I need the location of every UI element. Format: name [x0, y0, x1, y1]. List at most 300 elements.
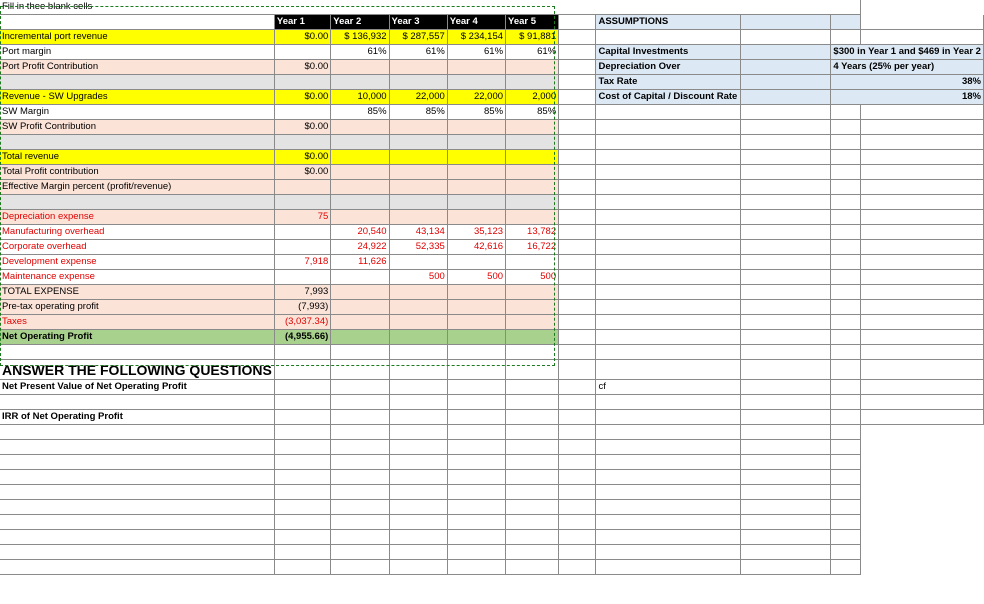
cell[interactable]: [596, 240, 740, 255]
value-cell[interactable]: [274, 240, 330, 255]
cell[interactable]: [861, 120, 984, 135]
cell[interactable]: [740, 120, 831, 135]
cell[interactable]: [740, 455, 831, 470]
cell[interactable]: [0, 395, 274, 410]
cell[interactable]: [331, 545, 389, 560]
cell[interactable]: [831, 135, 861, 150]
value-cell[interactable]: 75: [274, 210, 330, 225]
cell[interactable]: [559, 120, 596, 135]
sheet-title[interactable]: Fill in thee blank cells: [0, 0, 861, 15]
value-cell[interactable]: [447, 165, 505, 180]
cell[interactable]: [274, 395, 330, 410]
cell[interactable]: [331, 75, 389, 90]
cell[interactable]: [447, 360, 505, 380]
cell[interactable]: [559, 300, 596, 315]
cell[interactable]: [596, 300, 740, 315]
value-cell[interactable]: 35,123: [447, 225, 505, 240]
cell[interactable]: [861, 240, 984, 255]
cell[interactable]: [331, 135, 389, 150]
cell[interactable]: [596, 470, 740, 485]
cell[interactable]: [831, 330, 861, 345]
row-label[interactable]: Maintenance expense: [0, 270, 274, 285]
irr-question[interactable]: IRR of Net Operating Profit: [0, 410, 274, 425]
value-cell[interactable]: [389, 120, 447, 135]
cell[interactable]: [831, 180, 861, 195]
questions-heading[interactable]: ANSWER THE FOLLOWING QUESTIONS: [0, 360, 274, 380]
cell[interactable]: [596, 270, 740, 285]
cell[interactable]: [740, 425, 831, 440]
cell[interactable]: [506, 515, 559, 530]
cell[interactable]: [447, 395, 505, 410]
cell[interactable]: [447, 455, 505, 470]
value-cell[interactable]: 7,993: [274, 285, 330, 300]
value-cell[interactable]: [447, 150, 505, 165]
cell[interactable]: [331, 470, 389, 485]
cell[interactable]: [559, 345, 596, 360]
cell[interactable]: [559, 410, 596, 425]
cell[interactable]: [596, 425, 740, 440]
cell[interactable]: [389, 455, 447, 470]
value-cell[interactable]: 11,626: [331, 255, 389, 270]
cell[interactable]: [559, 485, 596, 500]
cell[interactable]: [0, 15, 274, 30]
cell[interactable]: [596, 485, 740, 500]
value-cell[interactable]: $ 234,154: [447, 30, 505, 45]
cell[interactable]: [740, 485, 831, 500]
cell[interactable]: [559, 150, 596, 165]
cell[interactable]: [506, 440, 559, 455]
value-cell[interactable]: [447, 255, 505, 270]
cell[interactable]: [389, 380, 447, 395]
cell[interactable]: [861, 105, 984, 120]
cell[interactable]: [596, 225, 740, 240]
cell[interactable]: [274, 380, 330, 395]
cell[interactable]: [740, 345, 831, 360]
cell[interactable]: [506, 470, 559, 485]
value-cell[interactable]: (3,037.34): [274, 315, 330, 330]
cell[interactable]: [447, 545, 505, 560]
year-header[interactable]: Year 2: [331, 15, 389, 30]
cell[interactable]: [831, 440, 861, 455]
cell[interactable]: [831, 165, 861, 180]
cell[interactable]: [831, 150, 861, 165]
cell[interactable]: [274, 135, 330, 150]
cell[interactable]: [389, 440, 447, 455]
cell[interactable]: [506, 345, 559, 360]
value-cell[interactable]: [447, 315, 505, 330]
cell[interactable]: [831, 545, 861, 560]
cell[interactable]: [559, 210, 596, 225]
value-cell[interactable]: [331, 270, 389, 285]
cell[interactable]: [447, 440, 505, 455]
cell[interactable]: [331, 515, 389, 530]
cell[interactable]: [831, 470, 861, 485]
value-cell[interactable]: 85%: [389, 105, 447, 120]
cell[interactable]: [740, 410, 831, 425]
cell[interactable]: [596, 210, 740, 225]
cell[interactable]: [331, 440, 389, 455]
cell[interactable]: [389, 360, 447, 380]
value-cell[interactable]: [447, 120, 505, 135]
cell[interactable]: [389, 75, 447, 90]
row-label[interactable]: Manufacturing overhead: [0, 225, 274, 240]
cell[interactable]: [596, 455, 740, 470]
value-cell[interactable]: [447, 330, 505, 345]
cell[interactable]: [447, 410, 505, 425]
value-cell[interactable]: 42,616: [447, 240, 505, 255]
row-label[interactable]: Depreciation expense: [0, 210, 274, 225]
cell[interactable]: [389, 470, 447, 485]
cell[interactable]: [831, 120, 861, 135]
cell[interactable]: [831, 360, 861, 380]
cell[interactable]: [274, 410, 330, 425]
cell[interactable]: [447, 530, 505, 545]
cell[interactable]: [447, 380, 505, 395]
cell[interactable]: [740, 210, 831, 225]
year-header[interactable]: Year 4: [447, 15, 505, 30]
cell[interactable]: [596, 105, 740, 120]
value-cell[interactable]: $0.00: [274, 90, 330, 105]
assumption-value[interactable]: 4 Years (25% per year): [831, 60, 984, 75]
row-label[interactable]: Revenue - SW Upgrades: [0, 90, 274, 105]
cell[interactable]: [559, 255, 596, 270]
value-cell[interactable]: [389, 150, 447, 165]
value-cell[interactable]: 20,540: [331, 225, 389, 240]
cell[interactable]: [559, 180, 596, 195]
value-cell[interactable]: (7,993): [274, 300, 330, 315]
cell[interactable]: [740, 545, 831, 560]
cell[interactable]: [831, 30, 861, 45]
value-cell[interactable]: [331, 210, 389, 225]
value-cell[interactable]: [447, 180, 505, 195]
cell[interactable]: [596, 180, 740, 195]
cell[interactable]: [559, 380, 596, 395]
cell[interactable]: [861, 15, 984, 30]
assumption-value[interactable]: $300 in Year 1 and $469 in Year 2: [831, 45, 984, 60]
value-cell[interactable]: [506, 255, 559, 270]
assumptions-title[interactable]: ASSUMPTIONS: [596, 15, 740, 30]
value-cell[interactable]: [331, 120, 389, 135]
value-cell[interactable]: 43,134: [389, 225, 447, 240]
cell[interactable]: [389, 485, 447, 500]
value-cell[interactable]: [506, 285, 559, 300]
value-cell[interactable]: $0.00: [274, 150, 330, 165]
cell[interactable]: [506, 425, 559, 440]
row-label[interactable]: Pre-tax operating profit: [0, 300, 274, 315]
cell[interactable]: [596, 255, 740, 270]
cell[interactable]: [740, 395, 831, 410]
value-cell[interactable]: (4,955.66): [274, 330, 330, 345]
cell[interactable]: [861, 150, 984, 165]
value-cell[interactable]: [389, 165, 447, 180]
cell[interactable]: [740, 240, 831, 255]
cell[interactable]: [331, 455, 389, 470]
cell[interactable]: [740, 270, 831, 285]
row-label[interactable]: Total revenue: [0, 150, 274, 165]
cell[interactable]: [861, 360, 984, 380]
value-cell[interactable]: $0.00: [274, 165, 330, 180]
cell[interactable]: [740, 530, 831, 545]
value-cell[interactable]: [274, 105, 330, 120]
cell[interactable]: [274, 195, 330, 210]
cell[interactable]: [740, 195, 831, 210]
cell[interactable]: [559, 90, 596, 105]
cell[interactable]: [596, 530, 740, 545]
cell[interactable]: [559, 30, 596, 45]
cell[interactable]: [331, 360, 389, 380]
assumption-value[interactable]: 38%: [831, 75, 984, 90]
cell[interactable]: [274, 500, 330, 515]
value-cell[interactable]: [331, 165, 389, 180]
row-label[interactable]: Taxes: [0, 315, 274, 330]
cell[interactable]: [740, 255, 831, 270]
cell[interactable]: [831, 485, 861, 500]
cell[interactable]: [740, 560, 831, 575]
cell[interactable]: [506, 530, 559, 545]
cell[interactable]: [559, 225, 596, 240]
cell[interactable]: [447, 75, 505, 90]
cell[interactable]: [596, 500, 740, 515]
cell[interactable]: [0, 75, 274, 90]
cell[interactable]: [740, 90, 831, 105]
value-cell[interactable]: 7,918: [274, 255, 330, 270]
cell[interactable]: [596, 135, 740, 150]
cell[interactable]: [740, 150, 831, 165]
value-cell[interactable]: [389, 330, 447, 345]
value-cell[interactable]: [506, 150, 559, 165]
cell[interactable]: [331, 380, 389, 395]
value-cell[interactable]: 22,000: [389, 90, 447, 105]
cell[interactable]: [861, 165, 984, 180]
cell[interactable]: [331, 195, 389, 210]
cell[interactable]: [506, 135, 559, 150]
row-label[interactable]: SW Margin: [0, 105, 274, 120]
value-cell[interactable]: $ 287,557: [389, 30, 447, 45]
value-cell[interactable]: 61%: [447, 45, 505, 60]
cell[interactable]: [506, 545, 559, 560]
cell[interactable]: [831, 300, 861, 315]
cell[interactable]: [331, 425, 389, 440]
cell[interactable]: [331, 530, 389, 545]
cell[interactable]: [831, 395, 861, 410]
cell[interactable]: [274, 515, 330, 530]
cell[interactable]: [596, 120, 740, 135]
value-cell[interactable]: [331, 315, 389, 330]
value-cell[interactable]: [506, 60, 559, 75]
cell[interactable]: [861, 225, 984, 240]
cell[interactable]: [831, 315, 861, 330]
value-cell[interactable]: [447, 210, 505, 225]
cell[interactable]: [740, 515, 831, 530]
cell[interactable]: [596, 330, 740, 345]
assumption-label[interactable]: Cost of Capital / Discount Rate: [596, 90, 740, 105]
cell[interactable]: [596, 560, 740, 575]
cell[interactable]: [831, 530, 861, 545]
cell[interactable]: [274, 560, 330, 575]
cell[interactable]: [447, 515, 505, 530]
cell[interactable]: [559, 530, 596, 545]
cell[interactable]: [559, 105, 596, 120]
cell[interactable]: [274, 530, 330, 545]
cell[interactable]: [596, 315, 740, 330]
row-label[interactable]: Total Profit contribution: [0, 165, 274, 180]
cell[interactable]: [740, 180, 831, 195]
value-cell[interactable]: [447, 285, 505, 300]
value-cell[interactable]: [506, 165, 559, 180]
assumption-label[interactable]: Tax Rate: [596, 75, 740, 90]
cell[interactable]: [0, 515, 274, 530]
cell[interactable]: [447, 345, 505, 360]
cell[interactable]: [740, 285, 831, 300]
cell[interactable]: [831, 285, 861, 300]
cell[interactable]: [0, 470, 274, 485]
cell[interactable]: [331, 345, 389, 360]
value-cell[interactable]: [389, 300, 447, 315]
cell[interactable]: [274, 485, 330, 500]
cell[interactable]: [861, 345, 984, 360]
cell[interactable]: [559, 165, 596, 180]
cell[interactable]: [596, 545, 740, 560]
cell[interactable]: [559, 455, 596, 470]
value-cell[interactable]: 13,782: [506, 225, 559, 240]
row-label[interactable]: Port margin: [0, 45, 274, 60]
cell[interactable]: [740, 105, 831, 120]
cell[interactable]: [389, 135, 447, 150]
value-cell[interactable]: 52,335: [389, 240, 447, 255]
cell[interactable]: [740, 30, 831, 45]
cell[interactable]: [559, 425, 596, 440]
cell[interactable]: [389, 345, 447, 360]
cell[interactable]: [831, 105, 861, 120]
cell[interactable]: [506, 455, 559, 470]
cell[interactable]: [0, 545, 274, 560]
cell[interactable]: [559, 270, 596, 285]
cell[interactable]: [506, 485, 559, 500]
value-cell[interactable]: $ 136,932: [331, 30, 389, 45]
cell[interactable]: [389, 530, 447, 545]
cell[interactable]: [740, 360, 831, 380]
cell[interactable]: [389, 425, 447, 440]
value-cell[interactable]: 61%: [506, 45, 559, 60]
value-cell[interactable]: [331, 60, 389, 75]
value-cell[interactable]: [506, 315, 559, 330]
cell[interactable]: [559, 360, 596, 380]
cell[interactable]: [0, 500, 274, 515]
cell[interactable]: [831, 410, 861, 425]
cell[interactable]: [831, 560, 861, 575]
cell[interactable]: [559, 395, 596, 410]
cell[interactable]: [861, 180, 984, 195]
value-cell[interactable]: $ 91,881: [506, 30, 559, 45]
value-cell[interactable]: [506, 180, 559, 195]
cell[interactable]: [831, 195, 861, 210]
value-cell[interactable]: 2,000: [506, 90, 559, 105]
cell[interactable]: [447, 425, 505, 440]
cell[interactable]: [831, 515, 861, 530]
value-cell[interactable]: [506, 120, 559, 135]
cell[interactable]: [861, 135, 984, 150]
value-cell[interactable]: [331, 285, 389, 300]
cell[interactable]: [559, 330, 596, 345]
cell[interactable]: [831, 210, 861, 225]
row-label[interactable]: Corporate overhead: [0, 240, 274, 255]
cell[interactable]: [506, 195, 559, 210]
value-cell[interactable]: 16,722: [506, 240, 559, 255]
value-cell[interactable]: [331, 330, 389, 345]
value-cell[interactable]: [331, 180, 389, 195]
cell[interactable]: [274, 440, 330, 455]
value-cell[interactable]: [447, 60, 505, 75]
cell[interactable]: [861, 395, 984, 410]
cell[interactable]: [331, 485, 389, 500]
value-cell[interactable]: [389, 60, 447, 75]
cf-note[interactable]: cf: [596, 380, 740, 395]
cell[interactable]: [447, 135, 505, 150]
cell[interactable]: [861, 410, 984, 425]
value-cell[interactable]: 85%: [331, 105, 389, 120]
cell[interactable]: [740, 330, 831, 345]
cell[interactable]: [861, 30, 984, 45]
value-cell[interactable]: [331, 300, 389, 315]
cell[interactable]: [596, 515, 740, 530]
cell[interactable]: [0, 425, 274, 440]
cell[interactable]: [831, 240, 861, 255]
value-cell[interactable]: 24,922: [331, 240, 389, 255]
cell[interactable]: [861, 195, 984, 210]
value-cell[interactable]: [331, 150, 389, 165]
cell[interactable]: [389, 560, 447, 575]
cell[interactable]: [0, 485, 274, 500]
value-cell[interactable]: 61%: [331, 45, 389, 60]
cell[interactable]: [0, 345, 274, 360]
cell[interactable]: [274, 470, 330, 485]
cell[interactable]: [740, 45, 831, 60]
cell[interactable]: [331, 395, 389, 410]
cell[interactable]: [274, 425, 330, 440]
cell[interactable]: [506, 75, 559, 90]
cell[interactable]: [831, 255, 861, 270]
cell[interactable]: [861, 270, 984, 285]
value-cell[interactable]: [274, 225, 330, 240]
value-cell[interactable]: [274, 270, 330, 285]
cell[interactable]: [831, 15, 861, 30]
cell[interactable]: [389, 545, 447, 560]
cell[interactable]: [596, 440, 740, 455]
value-cell[interactable]: [506, 300, 559, 315]
assumption-value[interactable]: 18%: [831, 90, 984, 105]
cell[interactable]: [506, 360, 559, 380]
cell[interactable]: [740, 440, 831, 455]
cell[interactable]: [831, 455, 861, 470]
value-cell[interactable]: 85%: [447, 105, 505, 120]
cell[interactable]: [831, 270, 861, 285]
cell[interactable]: [447, 485, 505, 500]
cell[interactable]: [559, 470, 596, 485]
cell[interactable]: [447, 470, 505, 485]
cell[interactable]: [331, 500, 389, 515]
value-cell[interactable]: 10,000: [331, 90, 389, 105]
year-header[interactable]: Year 3: [389, 15, 447, 30]
cell[interactable]: [559, 60, 596, 75]
cell[interactable]: [559, 240, 596, 255]
value-cell[interactable]: 500: [389, 270, 447, 285]
cell[interactable]: [506, 380, 559, 395]
cell[interactable]: [559, 45, 596, 60]
cell[interactable]: [831, 345, 861, 360]
cell[interactable]: [0, 135, 274, 150]
cell[interactable]: [447, 500, 505, 515]
cell[interactable]: [831, 500, 861, 515]
